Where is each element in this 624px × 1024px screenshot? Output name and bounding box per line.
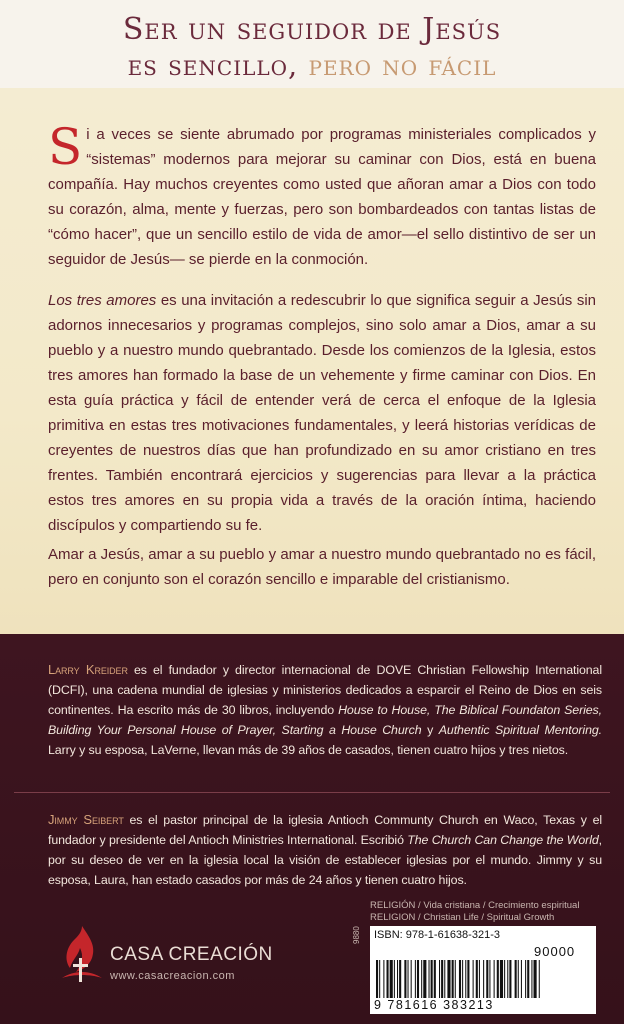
barcode-bar <box>376 960 378 998</box>
barcode-bar <box>527 960 529 998</box>
barcode-bar <box>497 960 499 998</box>
barcode-bar <box>525 960 526 998</box>
bio-1-title-2: Authentic Spiritual Mentoring. <box>438 723 603 737</box>
barcode-bar <box>423 960 426 998</box>
barcode-bar <box>379 960 380 998</box>
publisher-name: CASA CREACIÓN <box>110 944 273 965</box>
barcode-bar <box>539 960 540 998</box>
barcode-bar <box>408 960 409 998</box>
barcode-bar <box>421 960 422 998</box>
blurb-paragraph-1 <box>48 118 596 272</box>
bio-2-title: The Church Can Change the World <box>407 833 599 847</box>
barcode-bar <box>473 960 474 998</box>
barcode-bar <box>431 960 433 998</box>
headline-line-1: Ser un seguidor de Jesús <box>122 12 502 47</box>
barcode-bar <box>476 960 478 998</box>
bio-1-text-a: es el fundador y director internacional de DOVE Christian Fellowship International (DCFI), una cadena mundial de iglesias y ministerios dedicados a esparcir el Reino de Dios en seis continentes. Ha escrito más de 30 libros, incluyendo <box>48 663 603 717</box>
bio-2-text-b: , por su deseo de ver en la iglesia local la visión de establecer iglesias por el mundo. Jimmy y su esposa, Laura, han estado casados por más de 24 años y tienen cuatro hijos. <box>48 833 603 887</box>
bio-1-titles: House to House, The Biblical Foundaton Series, Building Your Personal House of Prayer, Starting a House Church <box>48 703 602 737</box>
category-spanish: RELIGIÓN / Vida cristiana / Crecimiento espiritual <box>370 900 580 911</box>
headline-part-1: es sencillo, <box>127 48 299 82</box>
barcode-bar <box>531 960 532 998</box>
price-code: 90000 <box>534 944 576 959</box>
barcode-bar <box>507 960 508 998</box>
barcode-bar <box>489 960 490 998</box>
barcode-bar <box>515 960 517 998</box>
barcode-bars <box>376 960 590 998</box>
barcode-bar <box>467 960 469 998</box>
side-code: 9880 <box>352 926 361 944</box>
barcode-bar <box>518 960 519 998</box>
drop-cap: S <box>48 118 83 176</box>
barcode-bar <box>415 960 416 998</box>
barcode-bar <box>399 960 401 998</box>
publisher-url: www.casacreacion.com <box>110 970 235 982</box>
author-name-2: Jimmy Seibert <box>48 812 124 827</box>
flame-cross-icon <box>52 920 108 990</box>
barcode-bar <box>434 960 436 998</box>
barcode-bar <box>397 960 398 998</box>
barcode-bar <box>394 960 395 998</box>
bio-2-text-a: es el pastor principal de la iglesia Antioch Communty Church en Waco, Texas y el fundador y presidente del Antioch Ministries International. Escribió <box>48 813 603 847</box>
barcode-bar <box>429 960 430 998</box>
barcode-bar <box>444 960 445 998</box>
author-bio-1 <box>48 660 602 760</box>
barcode-bar <box>504 960 505 998</box>
barcode-bar <box>455 960 456 998</box>
blurb-paragraph-3: Amar a Jesús, amar a su pueblo y amar a nuestro mundo quebrantado no es fácil, pero en conjunto son el corazón sencillo e imparable del cristianismo. <box>48 546 596 588</box>
barcode-digits: 9 781616 383213 <box>374 998 494 1012</box>
bio-1-text-b: y <box>421 723 439 737</box>
barcode-bar <box>387 960 389 998</box>
barcode-bar <box>441 960 443 998</box>
barcode-bar <box>447 960 450 998</box>
barcode-bar <box>383 960 384 998</box>
barcode-bar <box>462 960 463 998</box>
barcode-bar <box>483 960 484 998</box>
blurb-paragraph-1-text: i a veces se siente abrumado por programas ministeriales complicados y “sistemas” modernos para mejorar su caminar con Dios, está en buena compañía. Hay muchos creyentes como usted que añoran amar a Dios con todo su corazón, alma, mente y fuerzas, pero son bombardeados con tantas listas de “cómo hacer”, que un sencillo estilo de vida de amor—el sello distintivo de ser un seguidor de Jesús— se pierde en la conmoción. <box>48 126 596 268</box>
headline-line-2 <box>0 48 624 82</box>
barcode-bar <box>494 960 495 998</box>
barcode-bar <box>452 960 454 998</box>
barcode-bar <box>521 960 522 998</box>
isbn-label: ISBN: 978-1-61638-321-3 <box>374 929 500 941</box>
blurb-paragraph-2 <box>48 288 596 538</box>
bio-1-text-c: Larry y su esposa, LaVerne, llevan más de 39 años de casados, tienen cuatro hijos y tres nietos. <box>48 743 569 757</box>
barcode-bar <box>534 960 537 998</box>
author-name-1: Larry Kreider <box>48 662 128 677</box>
barcode-bar <box>459 960 461 998</box>
barcode-bar <box>509 960 511 998</box>
barcode-bar <box>479 960 480 998</box>
barcode-bar <box>411 960 412 998</box>
headline-part-2: pero no fácil <box>308 48 497 82</box>
barcode-bar <box>486 960 488 998</box>
barcode-bar <box>390 960 393 998</box>
barcode-bar <box>417 960 419 998</box>
barcode-bar <box>439 960 440 998</box>
book-title: Los tres amores <box>48 292 157 309</box>
barcode-bar <box>465 960 466 998</box>
category-english: RELIGION / Christian Life / Spiritual Growth <box>370 912 555 923</box>
barcode-bar <box>500 960 503 998</box>
author-bio-2 <box>48 810 602 890</box>
barcode <box>370 926 596 1014</box>
barcode-bar <box>404 960 406 998</box>
bio-divider <box>14 792 610 793</box>
blurb-paragraph-2-text: es una invitación a redescubrir lo que significa seguir a Jesús sin adornos innecesarios y programas complejos, sino solo amar a Dios, amar a su pueblo y a nuestro mundo quebrantado. Desde los comienzos de la Iglesia, estos tres amores han formado la base de un vehemente y firme caminar con Dios. En esta guía práctica y fácil de entender verá de cerca el enfoque de la Iglesia primitiva en estas tres motivaciones fundamentales, y leerá historias verídicas de creyentes de nuestros días que han profundizado en su amor cristiano en tres frentes. También encontrará ejercicios y sugerencias para llevar a la práctica estos tres amores en su propia vida a través de la oración íntima, haciendo discípulos y compartiendo su fe. <box>48 292 597 534</box>
